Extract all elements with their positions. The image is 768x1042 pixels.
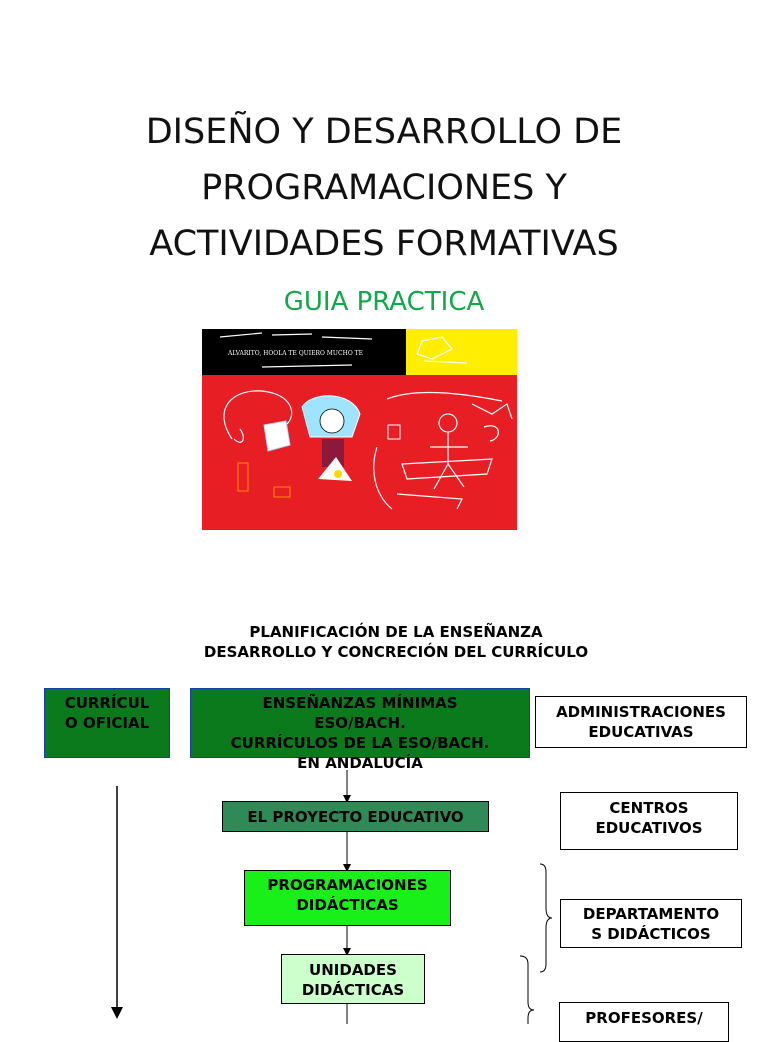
box-unidades-didacticas: UNIDADES DIDÁCTICAS: [281, 954, 425, 1004]
drawing-caption: ALVARITO, HOOLA TE QUIERO MUCHO TE: [228, 350, 364, 357]
slide-title-line-3: ACTIVIDADES FORMATIVAS: [149, 224, 619, 264]
box-curriculo-oficial: CURRÍCUL O OFICIAL: [44, 688, 170, 758]
box-ensenanzas-minimas: ENSEÑANZAS MÍNIMAS ESO/BACH. CURRÍCULOS DE LA ESO/BACH. EN ANDALUCÍA: [190, 688, 530, 758]
box-administraciones-educativas: ADMINISTRACIONES EDUCATIVAS: [535, 696, 747, 748]
box-programaciones-didacticas: PROGRAMACIONES DIDÁCTICAS: [244, 870, 451, 926]
brace-departamentos: [540, 864, 552, 972]
box-centros-educativos: CENTROS EDUCATIVOS: [560, 792, 738, 850]
slide-title-line-1: DISEÑO Y DESARROLLO DE: [145, 112, 623, 152]
section-heading-line-2: DESARROLLO Y CONCRECIÓN DEL CURRÍCULO: [203, 643, 589, 661]
box-proyecto-educativo: EL PROYECTO EDUCATIVO: [222, 801, 489, 832]
box-profesores: PROFESORES/: [559, 1002, 729, 1042]
brace-profesores: [520, 956, 534, 1024]
slide-subtitle: GUIA PRACTICA: [283, 287, 485, 317]
section-heading-line-1: PLANIFICACIÓN DE LA ENSEÑANZA: [249, 623, 543, 641]
box-departamentos-didacticos: DEPARTAMENTO S DIDÁCTICOS: [560, 899, 742, 948]
slide-title-line-2: PROGRAMACIONES Y: [201, 168, 567, 208]
